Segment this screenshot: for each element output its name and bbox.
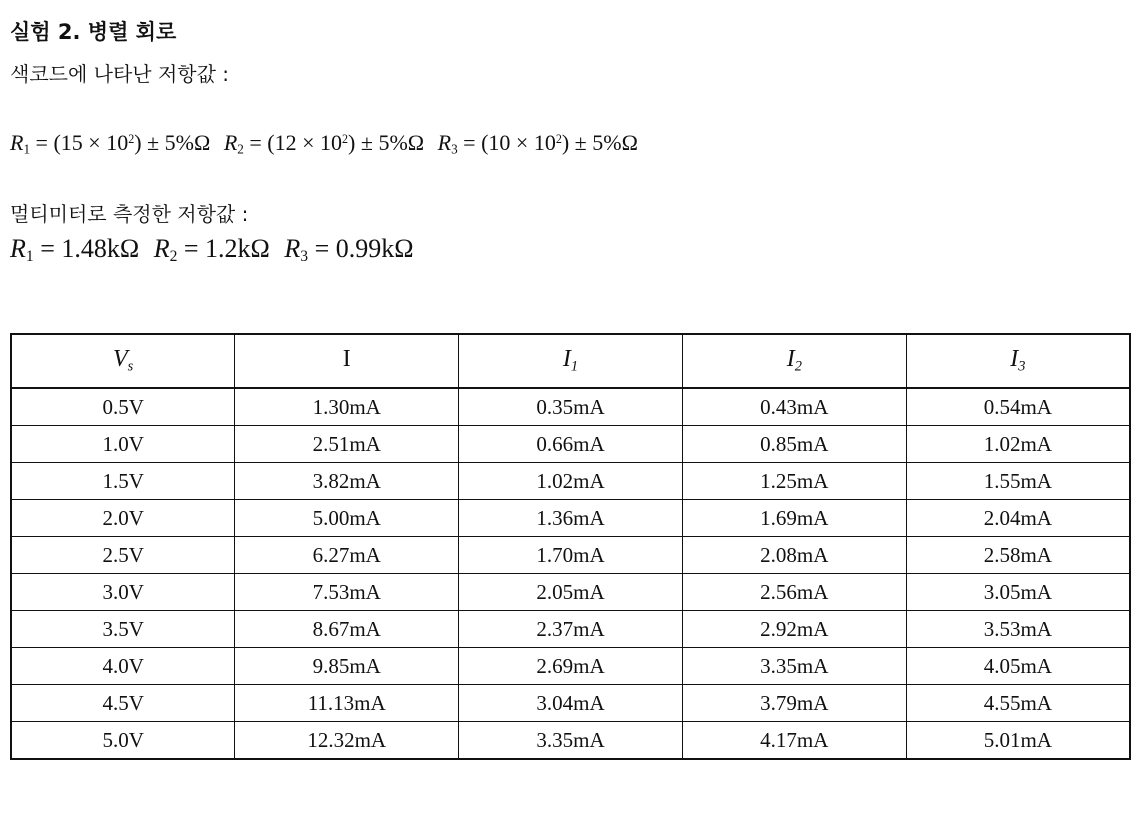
header-i: I: [235, 334, 459, 388]
cell-i2: 2.92mA: [682, 611, 906, 648]
cell-i2: 3.35mA: [682, 648, 906, 685]
multimeter-r1: $R_1 = 1.48k\Omega$: [10, 234, 140, 265]
section-heading: 실험 2. 병렬 회로: [10, 20, 177, 44]
cell-i3: 3.53mA: [906, 611, 1130, 648]
color-code-r1: $R_1 = (15 \times 10^2) \pm 5\%\Omega$: [10, 130, 211, 157]
cell-i3: 2.04mA: [906, 500, 1130, 537]
cell-i3: 1.02mA: [906, 426, 1130, 463]
header-i3: $I_3$: [906, 334, 1130, 388]
cell-i2: 2.08mA: [682, 537, 906, 574]
table-row: [11, 685, 1130, 722]
cell-i: 1.30mA: [235, 388, 459, 426]
cell-i3: 2.58mA: [906, 537, 1130, 574]
color-code-r2: $R_2 = (12 \times 10^2) \pm 5\%\Omega$: [223, 130, 425, 157]
table-row: [11, 722, 1130, 760]
cell-i1: 1.02mA: [459, 463, 683, 500]
multimeter-r3: $R_3 = 0.99k\Omega$: [284, 234, 414, 265]
table-row: [11, 463, 1130, 500]
cell-vs: 5.0V: [11, 722, 235, 760]
table-row: [11, 574, 1130, 611]
cell-i3: 4.55mA: [906, 685, 1130, 722]
multimeter-label: 멀티미터로 측정한 저항값 :: [10, 202, 249, 226]
table-row: [11, 611, 1130, 648]
cell-i1: 1.70mA: [459, 537, 683, 574]
cell-i1: 1.36mA: [459, 500, 683, 537]
measurement-table: [10, 333, 1131, 760]
cell-vs: 4.0V: [11, 648, 235, 685]
cell-i: 7.53mA: [235, 574, 459, 611]
color-code-label: 색코드에 나타난 저항값 :: [10, 62, 230, 86]
cell-i: 5.00mA: [235, 500, 459, 537]
cell-vs: 4.5V: [11, 685, 235, 722]
cell-i2: 0.85mA: [682, 426, 906, 463]
cell-i1: 0.35mA: [459, 388, 683, 426]
cell-i1: 2.37mA: [459, 611, 683, 648]
cell-i2: 1.69mA: [682, 500, 906, 537]
cell-i: 3.82mA: [235, 463, 459, 500]
cell-i1: 3.04mA: [459, 685, 683, 722]
cell-i1: 3.35mA: [459, 722, 683, 760]
cell-i1: 2.05mA: [459, 574, 683, 611]
header-i1: $I_1$: [459, 334, 683, 388]
cell-i3: 0.54mA: [906, 388, 1130, 426]
table-row: [11, 648, 1130, 685]
table-row: [11, 388, 1130, 426]
table-row: [11, 537, 1130, 574]
header-vs: $V_s$: [11, 334, 235, 388]
table-row: [11, 500, 1130, 537]
table-row: [11, 426, 1130, 463]
cell-i3: 4.05mA: [906, 648, 1130, 685]
cell-i3: 1.55mA: [906, 463, 1130, 500]
cell-i1: 0.66mA: [459, 426, 683, 463]
table-header-row: [11, 334, 1130, 388]
cell-vs: 2.5V: [11, 537, 235, 574]
cell-i: 8.67mA: [235, 611, 459, 648]
cell-vs: 3.0V: [11, 574, 235, 611]
color-code-r3: $R_3 = (10 \times 10^2) \pm 5\%\Omega$: [437, 130, 638, 157]
multimeter-equation: [10, 234, 414, 266]
cell-i: 6.27mA: [235, 537, 459, 574]
cell-i3: 5.01mA: [906, 722, 1130, 760]
cell-vs: 1.5V: [11, 463, 235, 500]
cell-vs: 2.0V: [11, 500, 235, 537]
cell-i3: 3.05mA: [906, 574, 1130, 611]
multimeter-r2: $R_2 = 1.2k\Omega$: [153, 234, 270, 265]
header-i2: $I_2$: [682, 334, 906, 388]
cell-i: 9.85mA: [235, 648, 459, 685]
cell-i2: 2.56mA: [682, 574, 906, 611]
cell-vs: 3.5V: [11, 611, 235, 648]
cell-i: 12.32mA: [235, 722, 459, 760]
cell-i1: 2.69mA: [459, 648, 683, 685]
cell-vs: 1.0V: [11, 426, 235, 463]
color-code-equation: [10, 130, 638, 157]
cell-i2: 1.25mA: [682, 463, 906, 500]
cell-vs: 0.5V: [11, 388, 235, 426]
cell-i2: 3.79mA: [682, 685, 906, 722]
table-body: [11, 388, 1130, 759]
cell-i: 11.13mA: [235, 685, 459, 722]
cell-i2: 0.43mA: [682, 388, 906, 426]
cell-i: 2.51mA: [235, 426, 459, 463]
cell-i2: 4.17mA: [682, 722, 906, 760]
